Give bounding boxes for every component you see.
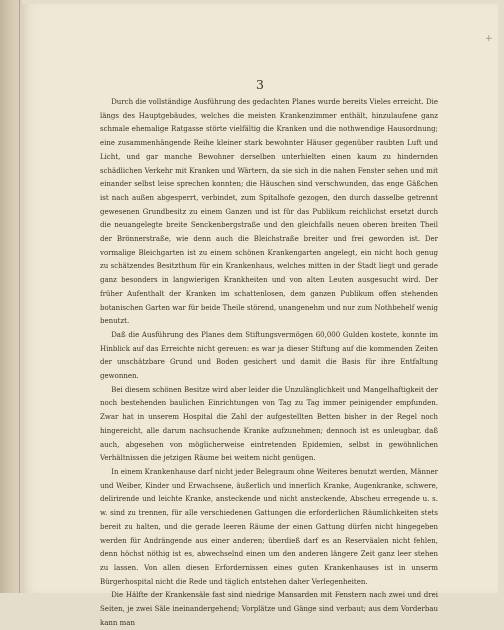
paragraph-2: Daß die Ausführung des Planes dem Stiftungsvermögen 60,000 Gulden kostete, konnte im Hinblick auf das Erreichte nicht gereuen: es war ja dieser Stiftung auf die kommenden Zeiten der unschätzbare Grund und Boden gesichert und damit die Basis für ihre Entfaltung gewonnen.	[100, 330, 438, 381]
gutter-line	[19, 0, 20, 593]
body-text	[100, 96, 438, 630]
book-page	[22, 4, 498, 627]
page-number: 3	[256, 77, 264, 92]
paragraph-4: In einem Krankenhause darf nicht jeder Belegraum ohne Weiteres benutzt werden, Männer und Weiber, Kinder und Erwachsene, äußerlich und innerlich Kranke, Augenkranke, schwere, delirirende und leichte Kranke, ansteckende und nicht ansteckende, Abscheu erregende u. s. w. sind zu trennen, für alle verschiedenen Gattungen die erforderlichen Räumlichkeiten stets bereit zu halten, und die gerade leeren Räume der einen Gattung dürfen nicht hingegeben werden für Andrängende aus einer anderen; überdieß darf es an Reserväalen nicht fehlen, denn höchst nöthig ist es, abwechselnd einen um den anderen längere Zeit ganz leer stehen zu lassen. Von allen diesen Erfordernissen eines guten Krankenhauses ist in unserm Bürgerhospital nicht die Rede und täglich entstehen daher Verlegenheiten.	[100, 467, 438, 586]
paragraph-5: Die Hälfte der Krankensäle fast sind niedrige Mansarden mit Fenstern nach zwei und drei Seiten, je zwei Säle ineinandergehend; Vorplätze und Gänge sind verbaut; aus dem Vorderbau kann man	[100, 591, 438, 627]
paragraph-3: Bei diesem schönen Besitze wird aber leider die Unzulänglichkeit und Mangelhaftigkeit der noch bestehenden baulichen Einrichtungen von Tag zu Tag immer peinigender empfunden. Zwar hat in unserem Hospital die Zahl der aufgestellten Betten bisher in der Regel noch hingereicht, alle darum nachsuchende Kranke aufzunehmen; dennoch ist es unleugbar, daß auch, abgesehen von möglicherweise eintretenden Epidemien, selbst in gewöhnlichen Verhältnissen die jetzigen Räume bei weitem nicht genügen.	[100, 385, 438, 463]
corner-mark: +	[485, 34, 493, 44]
paragraph-1: Durch die vollständige Ausführung des gedachten Planes wurde bereits Vieles erreicht. Die längs des Hauptgebäudes, welches die meisten Krankenzimmer enthält, hinzulaufene ganz schmale ehemalige Ratgasse störte vielfältig die Kranken und die nothwendige Hausordnung; eine zusammenhängende Reihe kleiner stark bewohnter Häuser gegenüber raubten Luft und Licht, und gar manche Bewohner derselben unterhielten einen kaum zu hindernden schädlichen Verkehr mit Kranken und Wärtern, da sie sich in die nahen Fenster sehen und mit einander selbst leise sprechen konnten; die Häuschen sind verschwunden, das enge Gäßchen ist nach außen abgesperrt, verbindet, zum Spitalhofe gezogen, den durch dasselbe getrennt gewesenen Grundbesitz zu einem Ganzen und ist für das Publikum reichlichst ersetzt durch die neuangelegte breite Senckenbergstraße und den gleichfalls neuen oberen breiten Theil der Brönnerstraße, wie denn auch die Bleichstraße breiter und frei geworden ist. Der vormalige Bleichgarten ist zu einem schönen Krankengarten angelegt, ein nicht hoch genug zu schätzendes Besitzthum für ein Krankenhaus, welches mitten in der Stadt liegt und gerade ganz besonders in langwierigen Krankheiten und von alten Leuten ausgesucht wird. Der früher Aufenthalt der Kranken im schattenlosen, dem ganzen Publikum offen stehenden botanischen Garten war für beide Theile störend, unangenehm und nur zum Nothbehelf wenig benutzt.	[100, 98, 438, 326]
